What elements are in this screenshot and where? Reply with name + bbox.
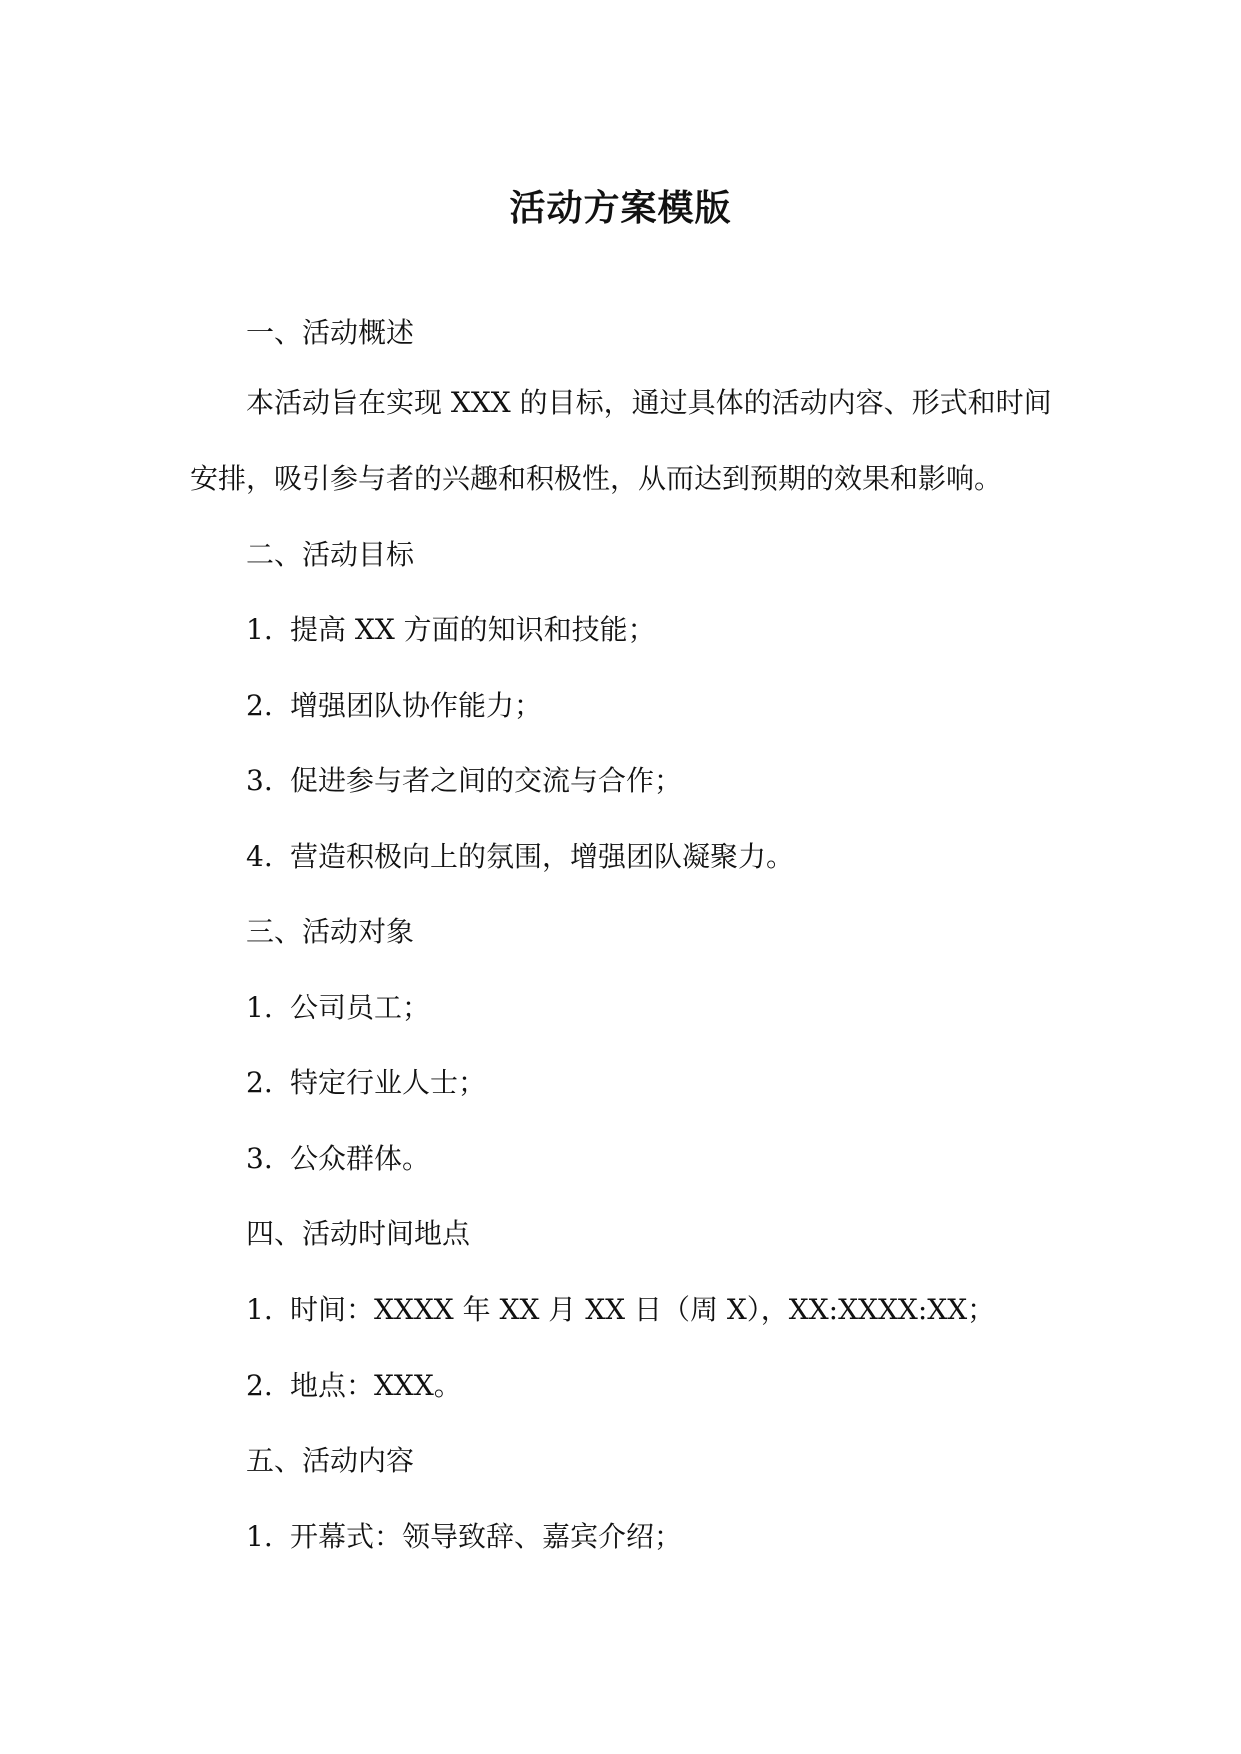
list-number: 2. <box>246 689 273 722</box>
content-item <box>246 1517 682 1557</box>
time-place-item <box>246 1290 995 1330</box>
list-item-text: 公司员工； <box>290 991 431 1024</box>
overview-paragraph-line-2: 安排，吸引参与者的兴趣和积极性，从而达到预期的效果和影响。 <box>190 462 1003 495</box>
list-item-text: 增强团队协作能力； <box>290 689 543 722</box>
list-item-text: 提高 XX 方面的知识和技能； <box>290 613 656 646</box>
time-place-item <box>246 1366 462 1406</box>
goal-item <box>246 761 682 801</box>
goal-item <box>246 610 656 650</box>
overview-paragraph-line-1: 本活动旨在实现 XXX 的目标，通过具体的活动内容、形式和时间 <box>246 386 1052 419</box>
audience-item <box>246 988 430 1028</box>
document-title: 活动方案模版 <box>509 187 732 229</box>
list-item-text: 时间：XXXX 年 XX 月 XX 日（周 X），XX:XXXX:XX； <box>290 1293 996 1326</box>
section-heading-overview: 一、活动概述 <box>246 316 415 349</box>
list-item-text: 促进参与者之间的交流与合作； <box>290 764 683 797</box>
list-number: 1. <box>246 613 273 646</box>
list-number: 3. <box>246 764 273 797</box>
audience-item <box>246 1063 486 1103</box>
section-heading-time-place: 四、活动时间地点 <box>246 1217 471 1250</box>
list-item-text: 公众群体。 <box>290 1142 431 1175</box>
list-item-text: 开幕式：领导致辞、嘉宾介绍； <box>290 1520 683 1553</box>
list-number: 2. <box>246 1369 273 1402</box>
goal-item <box>246 837 794 877</box>
list-number: 1. <box>246 991 273 1024</box>
list-number: 3. <box>246 1142 273 1175</box>
list-number: 4. <box>246 840 273 873</box>
list-number: 1. <box>246 1520 273 1553</box>
list-item-text: 地点：XXX。 <box>290 1369 462 1402</box>
goal-item <box>246 686 542 726</box>
list-item-text: 特定行业人士； <box>290 1066 487 1099</box>
list-item-text: 营造积极向上的氛围，增强团队凝聚力。 <box>290 840 795 873</box>
list-number: 2. <box>246 1066 273 1099</box>
list-number: 1. <box>246 1293 273 1326</box>
section-heading-content: 五、活动内容 <box>246 1444 415 1477</box>
audience-item <box>246 1139 430 1179</box>
section-heading-audience: 三、活动对象 <box>246 915 415 948</box>
section-heading-goals: 二、活动目标 <box>246 538 415 571</box>
